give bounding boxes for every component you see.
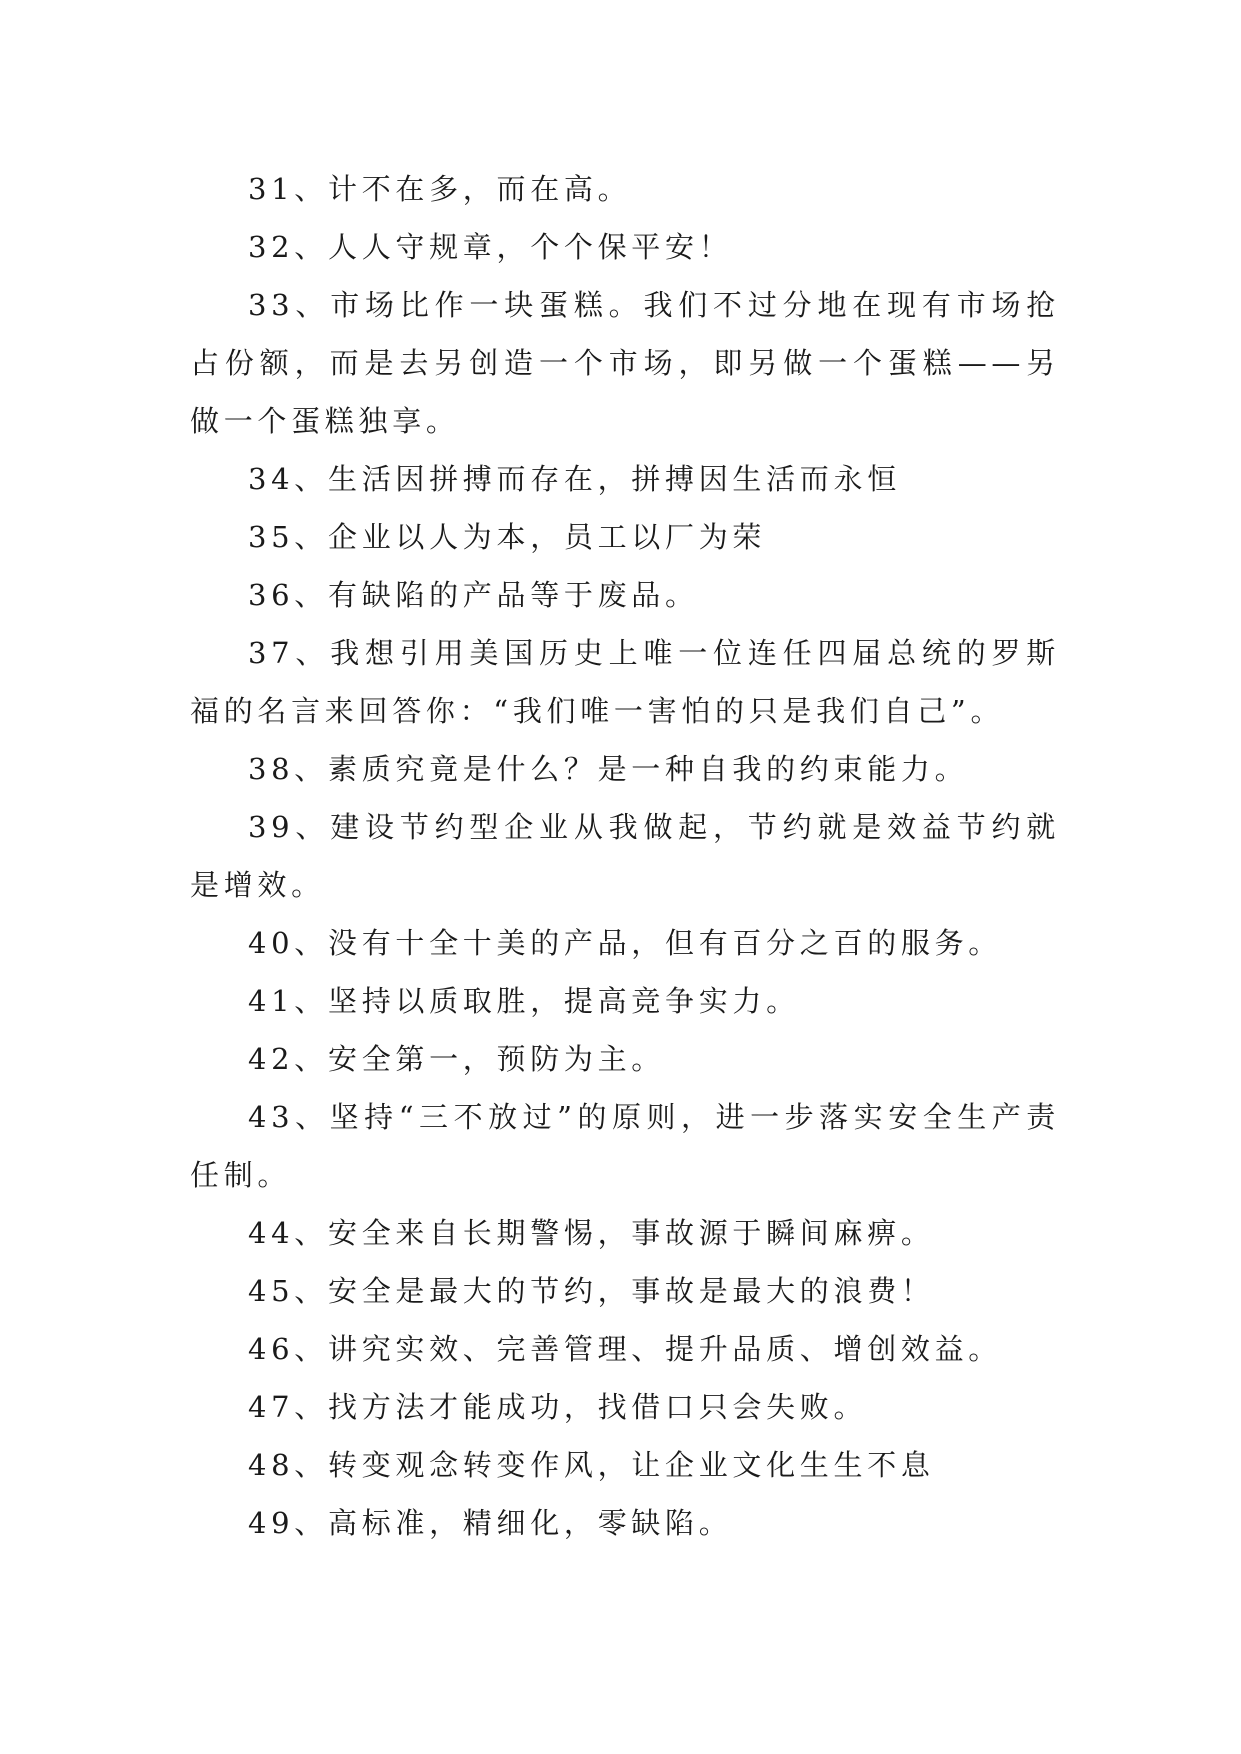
- paragraph-40: 40、没有十全十美的产品，但有百分之百的服务。: [248, 926, 1003, 960]
- document-body: [190, 160, 1060, 1552]
- paragraph-34: 34、生活因拼搏而存在，拼搏因生活而永恒: [248, 462, 901, 496]
- paragraph-37: 37、我想引用美国历史上唯一位连任四届总统的罗斯福的名言来回答你：“我们唯一害怕的只是我们自己”。: [190, 636, 1060, 728]
- paragraph-39: 39、建设节约型企业从我做起，节约就是效益节约就是增效。: [190, 810, 1060, 902]
- paragraph-35: 35、企业以人为本，员工以厂为荣: [248, 520, 767, 554]
- paragraph-49: 49、高标准，精细化，零缺陷。: [248, 1506, 733, 1540]
- paragraph-32: 32、人人守规章，个个保平安！: [248, 230, 733, 264]
- paragraph-31: 31、计不在多，而在高。: [248, 172, 632, 206]
- paragraph-36: 36、有缺陷的产品等于废品。: [248, 578, 699, 612]
- paragraph-42: 42、安全第一，预防为主。: [248, 1042, 666, 1076]
- paragraph-46: 46、讲究实效、完善管理、提升品质、增创效益。: [248, 1332, 1003, 1366]
- paragraph-44: 44、安全来自长期警惕，事故源于瞬间麻痹。: [248, 1216, 935, 1250]
- paragraph-38: 38、素质究竟是什么？是一种自我的约束能力。: [248, 752, 969, 786]
- paragraph-48: 48、转变观念转变作风，让企业文化生生不息: [248, 1448, 935, 1482]
- paragraph-43: 43、坚持“三不放过”的原则，进一步落实安全生产责任制。: [190, 1100, 1060, 1192]
- paragraph-41: 41、坚持以质取胜，提高竞争实力。: [248, 984, 800, 1018]
- paragraph-33: 33、市场比作一块蛋糕。我们不过分地在现有市场抢占份额，而是去另创造一个市场，即另做一个蛋糕——另做一个蛋糕独享。: [190, 288, 1060, 438]
- paragraph-45: 45、安全是最大的节约，事故是最大的浪费！: [248, 1274, 935, 1308]
- paragraph-47: 47、找方法才能成功，找借口只会失败。: [248, 1390, 868, 1424]
